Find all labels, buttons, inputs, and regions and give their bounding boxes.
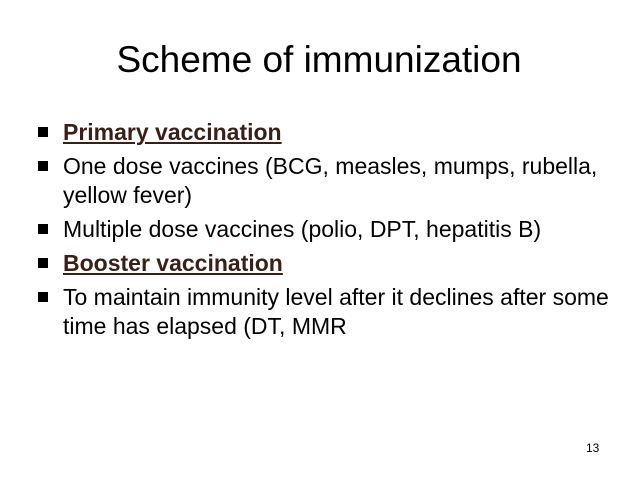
bullet-text: Multiple dose vaccines (polio, DPT, hepatitis B): [63, 216, 542, 242]
square-bullet-icon: [38, 292, 48, 302]
slide-title: Scheme of immunization: [116, 39, 522, 80]
bullet-item-one-dose-vaccines: [38, 152, 618, 210]
bullet-item-maintain-immunity: [38, 283, 618, 341]
bullet-item-booster-vaccination: [38, 249, 618, 278]
page-number: 13: [586, 441, 600, 455]
bullet-list: [38, 118, 618, 346]
square-bullet-icon: [38, 224, 48, 234]
bullet-text: Booster vaccination: [63, 250, 283, 276]
square-bullet-icon: [38, 258, 48, 268]
bullet-text: To maintain immunity level after it declines after some time has elapsed (DT, MMR: [63, 284, 609, 339]
square-bullet-icon: [38, 161, 48, 171]
bullet-item-primary-vaccination: [38, 118, 618, 147]
square-bullet-icon: [38, 127, 48, 137]
bullet-text: Primary vaccination: [63, 119, 282, 145]
bullet-text: One dose vaccines (BCG, measles, mumps, rubella, yellow fever): [63, 153, 598, 208]
bullet-item-multiple-dose-vaccines: [38, 215, 618, 244]
